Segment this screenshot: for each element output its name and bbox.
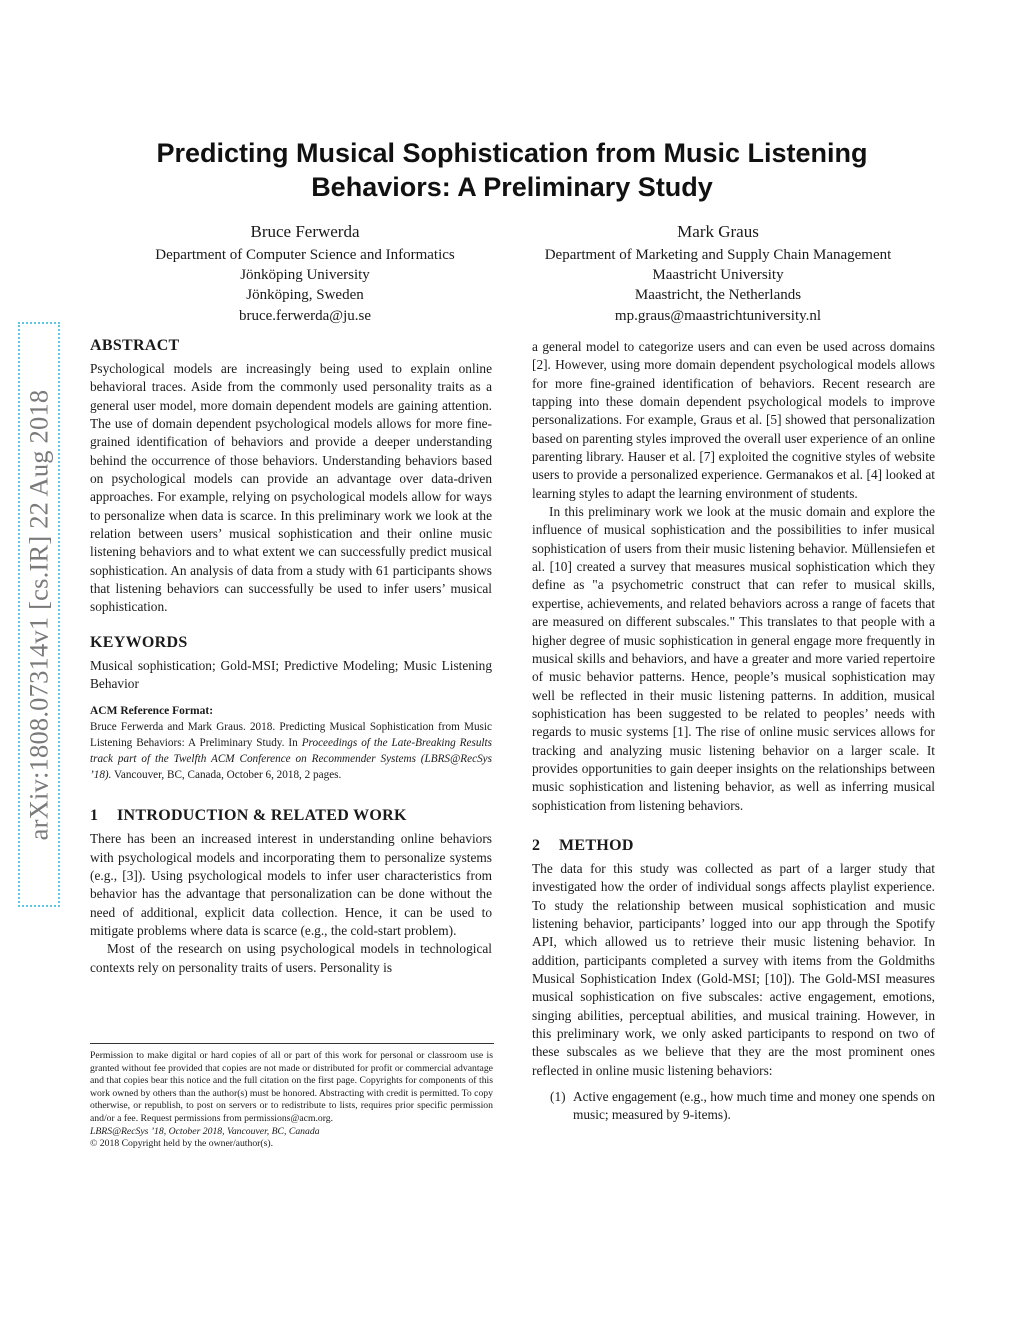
footnote <box>90 1043 493 1151</box>
author-department: Department of Computer Science and Informatics <box>155 247 455 263</box>
abstract-text: Psychological models are increasingly being used to explain online behavioral traces. Aside from the commonly used personality traits as a general user model, more domain dependent models are gaining attention. The use of domain dependent psychological models allows for more fine-grained identification of behaviors and provide a deeper understanding behind the occurrence of those behaviors. Understanding behaviors based on psychological models can provide an advantage over data-driven approaches. For example, relying on psychological models allow for ways to personalize when data is scarce. In this preliminary work we look at the relation between users’ musical sophistication and their online music listening behaviors and to what extent we can successfully predict musical sophistication. An analysis of data from a study with 61 participants shows that listening behaviors can successfully be used to infer users’ musical sophistication. <box>90 361 492 615</box>
intro-number: 1 <box>90 807 99 825</box>
method-heading <box>532 836 935 856</box>
intro-heading <box>90 806 492 826</box>
arxiv-id: arXiv:1808.07314v1 [cs.IR] 22 Aug 2018 <box>23 389 54 840</box>
acm-reference-venue: Proceedings of the Late-Breaking Results track part of the Twelfth ACM Conference on Recommender Systems (LBRS@RecSys ’18). <box>90 736 492 782</box>
intro-title: INTRODUCTION & RELATED WORK <box>117 807 407 825</box>
intro-paragraph-1: There has been an increased interest in understanding online behaviors with psychological models and incorporating them to personalize systems (e.g., [3]). Using psychological models to infer user characteristics from behavior has the advantage that personalization can be done without the need of additional, explicit data collection. Hence, it can be used to mitigate problems where data is scarce (e.g., the cold-start problem). <box>90 831 492 939</box>
author-department: Department of Marketing and Supply Chain Management <box>544 247 892 263</box>
method-number: 2 <box>532 836 541 854</box>
author-block <box>100 221 510 326</box>
author-email[interactable]: bruce.ferwerda@ju.se <box>238 307 372 324</box>
acm-reference-tail: Vancouver, BC, Canada, October 6, 2018, 2 pages. <box>111 769 342 782</box>
keywords-heading: KEYWORDS <box>90 633 188 651</box>
left-column <box>90 336 492 977</box>
author-name: Bruce Ferwerda <box>250 222 360 241</box>
intro-paragraph-2: Most of the research on using psychological models in technological contexts rely on personality traits of users. Personality is <box>90 941 492 975</box>
arxiv-stamp <box>18 322 60 907</box>
author-email[interactable]: mp.graus@maastrichtuniversity.nl <box>614 307 822 324</box>
footnote-divider <box>90 1043 494 1044</box>
method-paragraph-1: The data for this study was collected as part of a larger study that investigated how the order of individual songs affects playlist experience. To study the relationship between musical sophistication and music listening behavior, participants’ logged into our app through the Spotify API, which allowed us to retrieve their music listening behavior. In addition, participants completed a survey with items from the Goldmiths Musical Sophistication Index (Gold-MSI; [10]). The Gold-MSI measures musical sophistication on five subscales: active engagement, emotions, singing abilities, perceptual abilities, and musical training. However, in this preliminary work, we only asked participants to respond on two of these subscales as we believe that they are the most prominent ones reflected in online music listening behaviors: <box>532 860 935 1078</box>
author-name: Mark Graus <box>677 222 759 241</box>
method-title: METHOD <box>559 836 634 854</box>
intro-paragraph-4: In this preliminary work we look at the music domain and explore the influence of musical sophistication and the possibilities to infer musical sophistication of users from their music listening behavior. Müllensiefen et al. [10] created a survey that measures musical sophistication which they define as "a psychometric construct that can refer to musical skills, expertise, achievements, and related behaviors across a range of facets that are measured on different subscales." This translates to that people with a higher degree of music sophistication in general engage more frequently in musical skills and behaviors, and have a greater and more varied repertoire of music behavior patterns. Hence, people’s musical sophistication may well be reflected in their music listening patterns. In addition, musical sophistication has been suggested to be related to peoples’ needs with regards to music systems [1]. The rise of online music services allows for tracking and analyzing music listening behavior on a larger scale. It provides opportunities to gain deeper insights on the relationships between music sophistication and listening behavior, as well as inferring musical sophistication from listening behaviors. <box>532 504 935 813</box>
abstract-heading: ABSTRACT <box>90 337 180 354</box>
intro-paragraph-3: a general model to categorize users and can even be used across domains [2]. However, using more domain dependent psychological models allows for more fine-grained identification of behaviors. Recent research are tapping into these domain dependent psychological models to improve personalizations. For example, Graus et al. [5] showed that personalization based on parenting styles improved the overall user experience of an online parenting library. Hauser et al. [7] exploited the cognitive styles of website users to provide a personalized experience. Germanakos et al. [4] looked at learning styles to adapt the learning environment of students. <box>532 339 935 501</box>
paper-title: Predicting Musical Sophistication from Music Listening Behaviors: A Preliminary Study <box>156 138 868 202</box>
list-text: Active engagement (e.g., how much time and money one spends on music; measured by 9-items). <box>573 1089 935 1123</box>
list-marker: (1) <box>550 1089 566 1105</box>
author-university: Jönköping University <box>240 267 370 284</box>
permission-notice: Permission to make digital or hard copies of all or part of this work for personal or classroom use is granted without fee provided that copies are not made or distributed for profit or commercial advantage and that copies bear this notice and the full citation on the first page. Copyrights for components of this work owned by others than the author(s) must be honored. Abstracting with credit is permitted. To copy otherwise, or republish, to post on servers or to redistribute to lists, requires prior specific permission and/or a fee. Request permissions from permissions@acm.org. <box>90 1050 493 1124</box>
copyright-notice: © 2018 Copyright held by the owner/author(s). <box>90 1138 274 1150</box>
author-university: Maastricht University <box>652 267 784 284</box>
acm-reference-plain: Bruce Ferwerda and Mark Graus. 2018. Predicting Musical Sophistication from Music Listening Behaviors: A Preliminary Study. In <box>90 720 492 749</box>
acm-reference <box>90 719 492 784</box>
keywords-text: Musical sophistication; Gold-MSI; Predictive Modeling; Music Listening Behavior <box>90 657 492 692</box>
author-location: Jönköping, Sweden <box>246 287 364 304</box>
right-column <box>532 338 935 1125</box>
list-item <box>532 1088 935 1125</box>
acm-reference-label: ACM Reference Format: <box>90 704 214 717</box>
author-location: Maastricht, the Netherlands <box>634 287 802 304</box>
author-block <box>516 221 920 326</box>
conference-info: LBRS@RecSys ’18, October 2018, Vancouver, BC, Canada <box>90 1125 320 1137</box>
